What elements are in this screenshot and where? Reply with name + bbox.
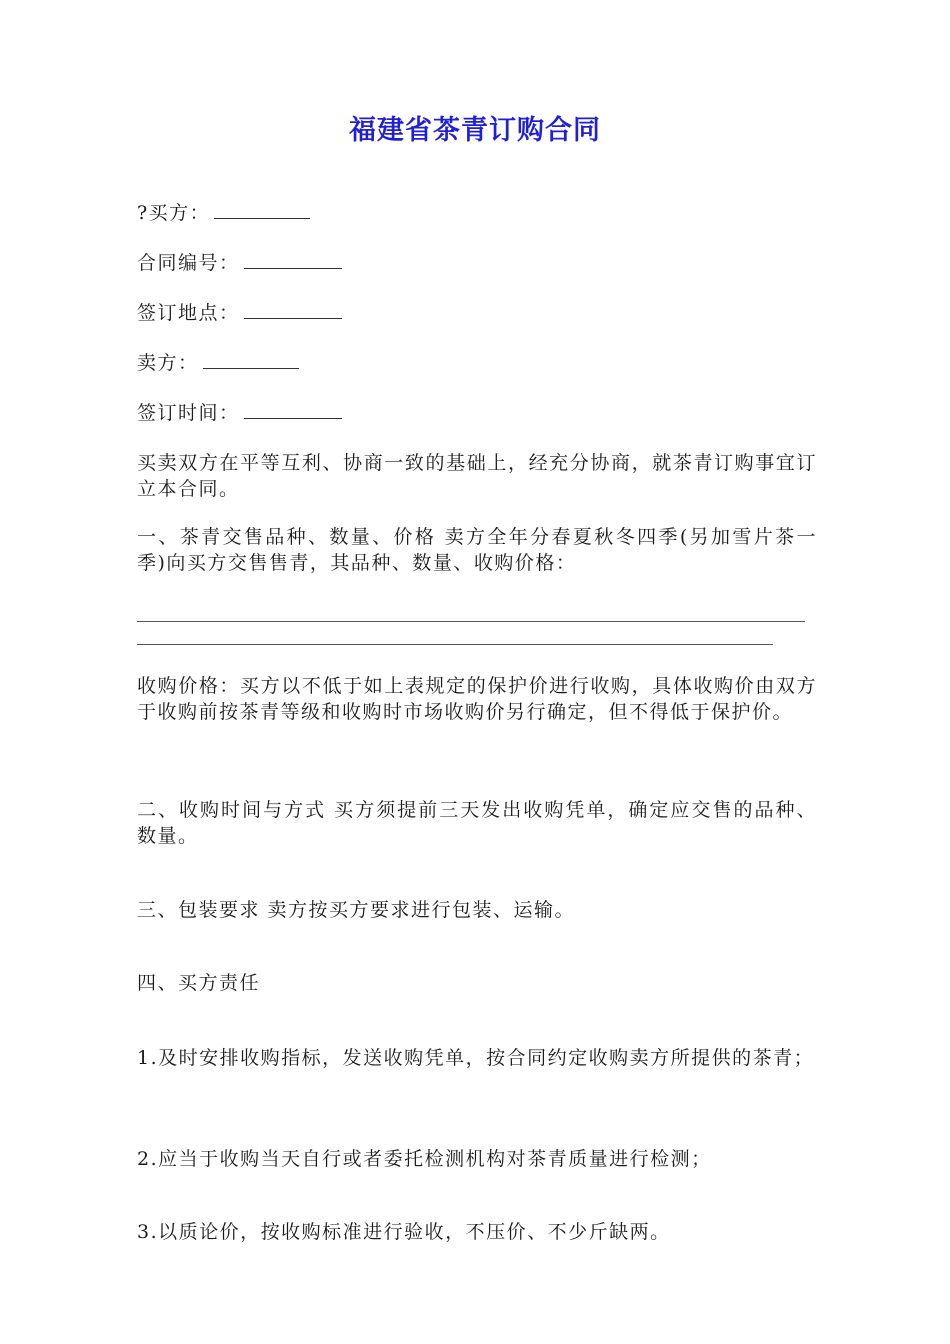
fill-in-line-2 bbox=[137, 644, 773, 645]
sign-place-label: 签订地点： bbox=[137, 302, 240, 324]
buyer-field bbox=[137, 200, 817, 226]
sign-time-label: 签订时间： bbox=[137, 402, 240, 424]
sign-place-blank bbox=[244, 300, 342, 319]
section-4-heading: 四、买方责任 bbox=[137, 972, 261, 994]
buyer-duty-item-2: 2.应当于收购当天自行或者委托检测机构对茶青质量进行检测； bbox=[137, 1148, 712, 1170]
sign-time-blank bbox=[244, 400, 342, 419]
buyer-duty-item-1: 1.及时安排收购指标，发送收购凭单，按合同约定收购卖方所提供的茶青； bbox=[137, 1047, 815, 1069]
buyer-blank bbox=[214, 200, 310, 219]
contract-no-blank bbox=[244, 250, 342, 269]
fill-in-line-1 bbox=[137, 621, 805, 622]
buyer-label: ?买方： bbox=[137, 202, 211, 224]
document-title: 福建省茶青订购合同 bbox=[349, 115, 601, 146]
buyer-duty-item-3: 3.以质论价，按收购标准进行验收，不压价、不少斤缺两。 bbox=[137, 1221, 671, 1243]
price-paragraph: 收购价格：买方以不低于如上表规定的保护价进行收购，具体收购价由双方于收购前按茶青等级和收购时市场收购价另行确定，但不得低于保护价。 bbox=[137, 675, 817, 723]
contract-no-field bbox=[137, 250, 817, 276]
section-2-paragraph: 二、收购时间与方式 买方须提前三天发出收购凭单，确定应交售的品种、数量。 bbox=[137, 799, 817, 847]
section-1-paragraph: 一、茶青交售品种、数量、价格 卖方全年分春夏秋冬四季(另加雪片茶一季)向买方交售售青，其品种、数量、收购价格： bbox=[137, 526, 817, 574]
intro-paragraph: 买卖双方在平等互利、协商一致的基础上，经充分协商，就茶青订购事宜订立本合同。 bbox=[137, 452, 817, 500]
contract-no-label: 合同编号： bbox=[137, 252, 240, 274]
seller-label: 卖方： bbox=[137, 352, 199, 374]
seller-field bbox=[137, 350, 817, 376]
sign-time-field bbox=[137, 400, 817, 426]
section-3-paragraph: 三、包装要求 卖方按买方要求进行包装、运输。 bbox=[137, 899, 576, 921]
seller-blank bbox=[203, 350, 299, 369]
sign-place-field bbox=[137, 300, 817, 326]
